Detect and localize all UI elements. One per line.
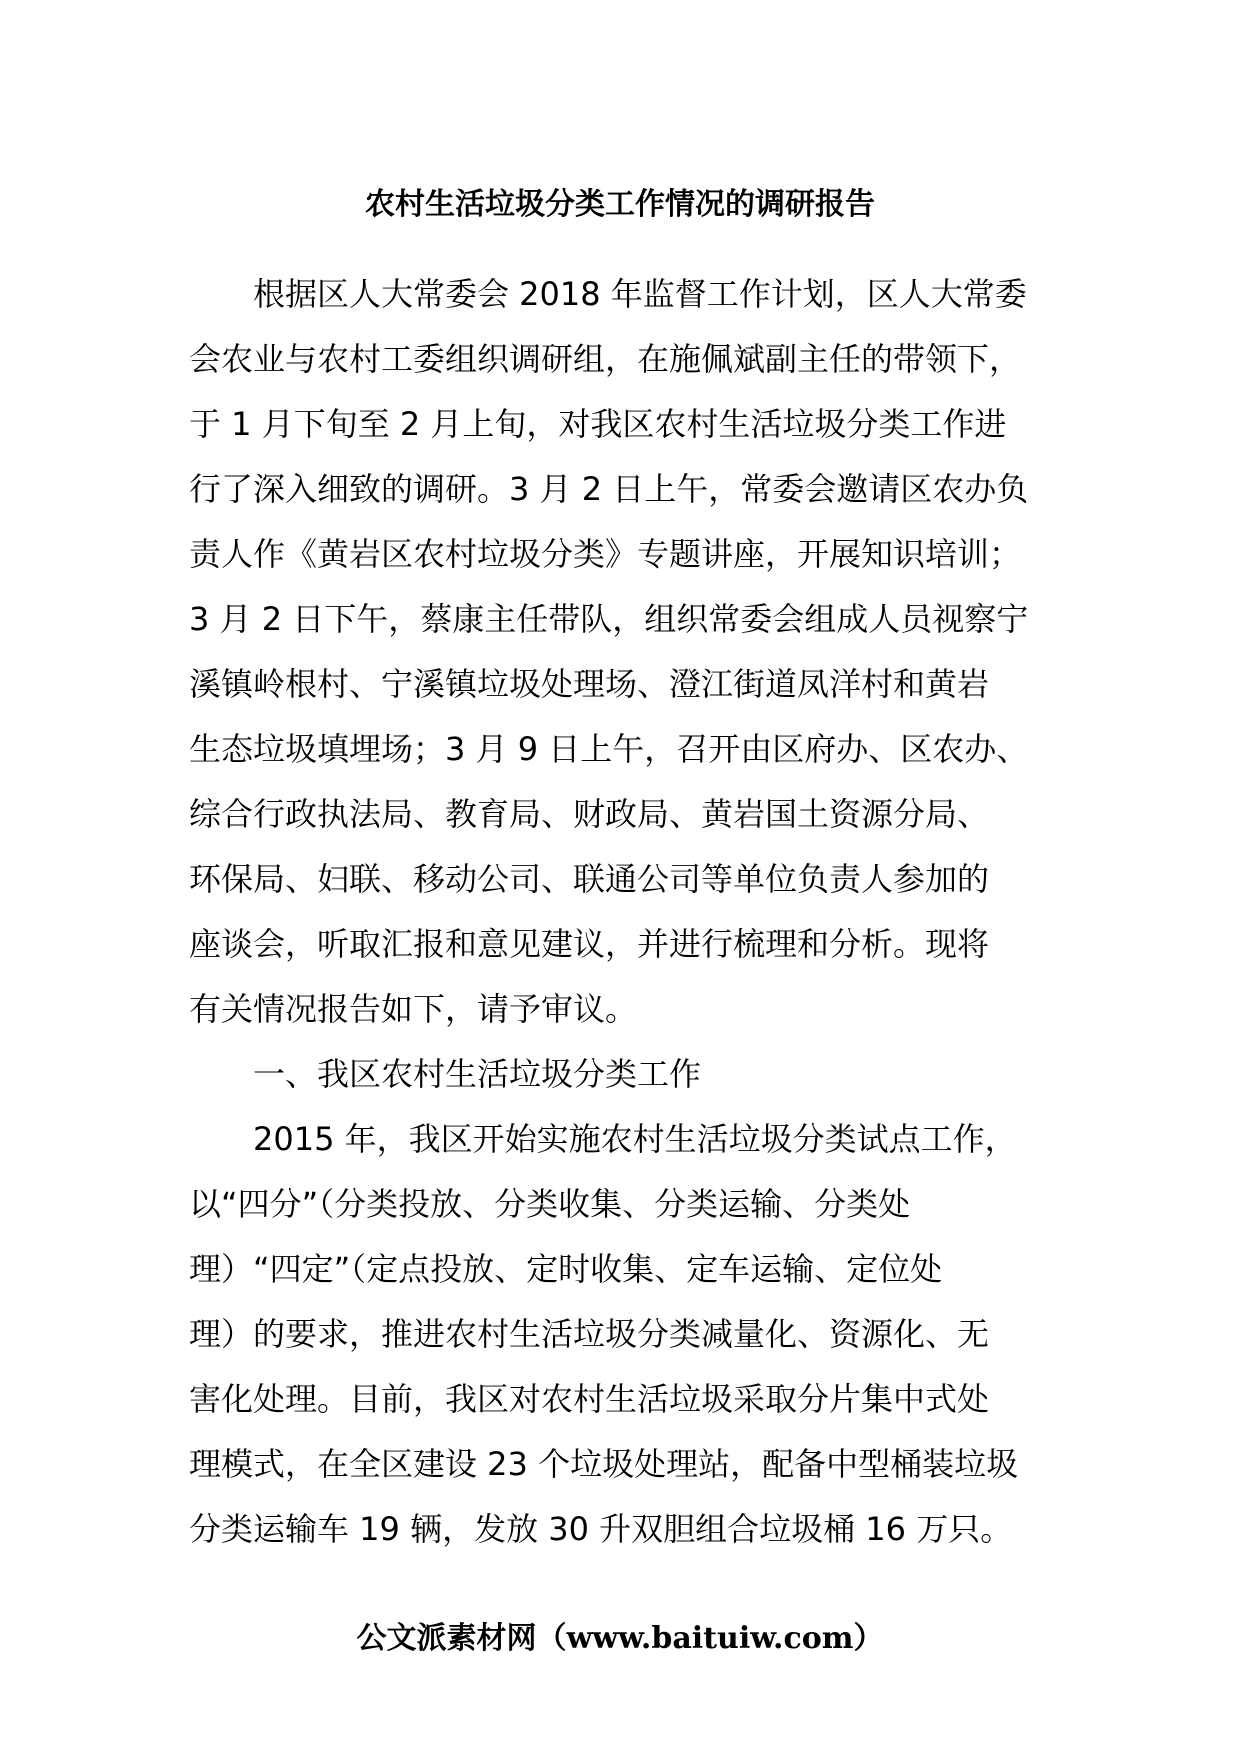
section-heading: 一、我区农村生活垃圾分类工作 <box>253 1055 702 1093</box>
document-title: 农村生活垃圾分类工作情况的调研报告 <box>365 187 875 222</box>
text-line: 会农业与农村工委组织调研组，在施佩斌副主任的带领下， <box>189 340 1022 378</box>
text-line: 3 月 2 日下午，蔡康主任带队，组织常委会组成人员视察宁 <box>189 600 1029 638</box>
text-line: 于 1 月下旬至 2 月上旬，对我区农村生活垃圾分类工作进 <box>189 405 1007 443</box>
text-line: 理）的要求，推进农村生活垃圾分类减量化、资源化、无 <box>189 1315 990 1353</box>
text-line: 责人作《黄岩区农村垃圾分类》专题讲座，开展知识培训； <box>189 535 1022 573</box>
document-body <box>189 262 1069 1562</box>
text-line: 有关情况报告如下，请予审议。 <box>189 990 638 1028</box>
text-line: 害化处理。目前，我区对农村生活垃圾采取分片集中式处 <box>189 1380 990 1418</box>
text-line: 综合行政执法局、教育局、财政局、黄岩国土资源分局、 <box>189 795 990 833</box>
text-line: 环保局、妇联、移动公司、联通公司等单位负责人参加的 <box>189 860 990 898</box>
footer-watermark: 公文派素材网（www.baituiw.com） <box>356 1621 884 1656</box>
text-line: 2015 年，我区开始实施农村生活垃圾分类试点工作， <box>253 1120 1017 1158</box>
text-line: 行了深入细致的调研。3 月 2 日上午，常委会邀请区农办负 <box>189 470 1029 508</box>
text-line: 溪镇岭根村、宁溪镇垃圾处理场、澄江街道凤洋村和黄岩 <box>189 665 990 703</box>
text-line: 座谈会，听取汇报和意见建议，并进行梳理和分析。现将 <box>189 925 990 963</box>
text-line: 生态垃圾填埋场；3 月 9 日上午，召开由区府办、区农办、 <box>189 730 1029 768</box>
text-line: 根据区人大常委会 2018 年监督工作计划，区人大常委 <box>253 275 1027 313</box>
text-line: 理模式，在全区建设 23 个垃圾处理站，配备中型桶装垃圾 <box>189 1445 1019 1483</box>
text-line: 理）“四定”（定点投放、定时收集、定车运输、定位处 <box>189 1250 943 1288</box>
text-line: 以“四分”（分类投放、分类收集、分类运输、分类处 <box>189 1185 911 1223</box>
text-line: 分类运输车 19 辆，发放 30 升双胆组合垃圾桶 16 万只。 <box>189 1510 1013 1548</box>
